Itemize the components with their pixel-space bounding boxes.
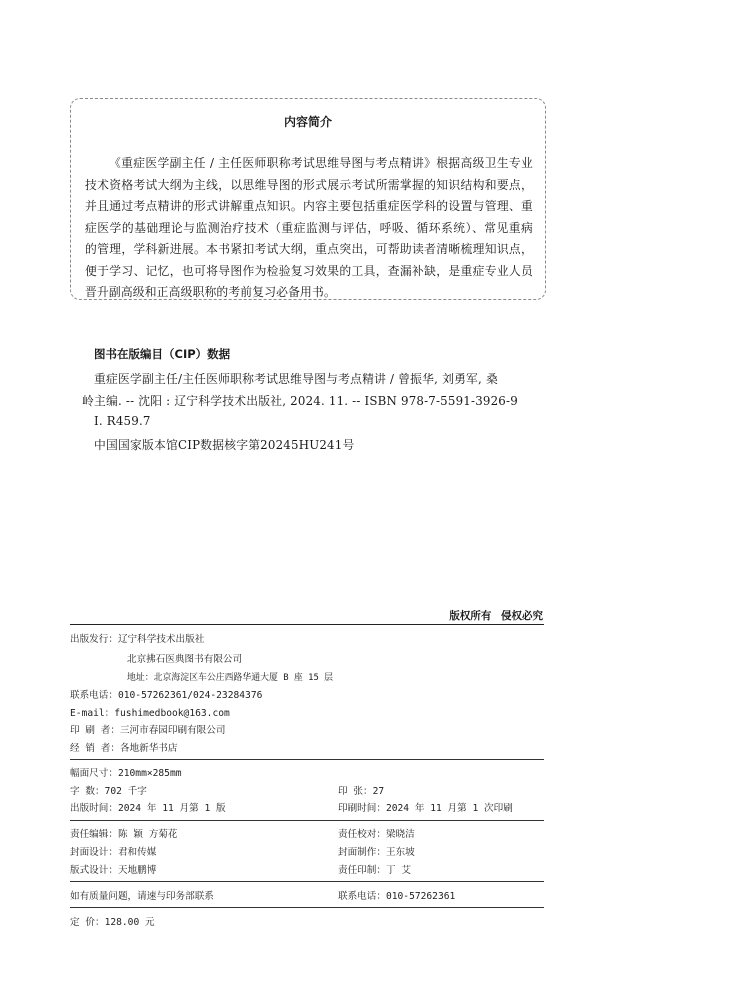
pub-date-row [70, 800, 226, 814]
print-manager-label: 责任印制： [338, 865, 386, 876]
printer-value: 三河市春园印刷有限公司 [119, 725, 226, 736]
print-date-value: 2024 年 11 月第 1 次印刷 [385, 803, 513, 814]
cover-production-label: 封面制作： [338, 847, 386, 858]
size-label: 幅面尺寸： [70, 768, 118, 779]
cover-production-value: 王东坡 [385, 847, 415, 858]
sheets-label: 印 张： [338, 786, 373, 797]
layout-design-label: 版式设计： [70, 865, 118, 876]
print-date-label: 印刷时间： [338, 803, 386, 814]
size-row [70, 765, 182, 779]
sheets-row [338, 783, 384, 797]
words-value: 702 千字 [104, 786, 147, 797]
pub-date-value: 2024 年 11 月第 1 版 [117, 803, 226, 814]
rights-notice: 版权所有 侵权必究 [449, 610, 543, 622]
pub-date-label: 出版时间： [70, 803, 118, 814]
intro-title: 内容简介 [283, 115, 332, 129]
printer-row [70, 722, 225, 736]
colophon-rule-4 [70, 881, 544, 882]
cip-line-4: 中国国家版本馆CIP数据核字第20245HU241号 [94, 438, 355, 452]
colophon-rule-2 [70, 759, 544, 760]
quality-phone-value: 010-57262361 [385, 891, 456, 902]
publisher-row [70, 631, 204, 645]
proofreader-row [338, 826, 415, 840]
price-value: 128.00 元 [104, 917, 155, 928]
email-value: fushimedbook@163.com [114, 708, 230, 719]
quality-phone-row [338, 888, 455, 902]
cover-production-row [338, 844, 415, 858]
print-date-row [338, 800, 513, 814]
size-value: 210mm×285mm [117, 768, 182, 779]
cip-title: 图书在版编目（CIP）数据 [94, 347, 231, 361]
cip-line-3: Ⅰ. R459.7 [94, 414, 151, 428]
layout-design-row [70, 862, 156, 876]
intro-body: 《重症医学副主任 / 主任医师职称考试思维导图与考点精讲》根据高级卫生专业技术资格考试大纲为主线，以思维导图的形式展示考试所需掌握的知识结构和要点，并且通过考点精讲的形式讲解重点知识。内容主要包括重症医学科的设置与管理、重症医学的基础理论与监测治疗技术（重症监测与评估，呼吸、循环系统）、常见重病的管理，学科新进展。本书紧扣考试大纲，重点突出，可帮助读者清晰梳理知识点，便于学习、记忆，也可将导图作为检验复习效果的工具，查漏补缺，是重症专业人员晋升副高级和正高级职称的考前复习必备用书。 [85, 156, 533, 299]
email-label: E-mail： [70, 708, 115, 719]
phone-value: 010-57262361/024-23284376 [117, 690, 263, 701]
quality-phone-label: 联系电话： [338, 891, 386, 902]
quality-note: 如有质量问题，请速与印务部联系 [70, 891, 214, 902]
layout-design-value: 天地鹏博 [117, 865, 157, 876]
phone-row [70, 687, 262, 701]
proofreader-label: 责任校对： [338, 829, 386, 840]
content-intro-box [70, 98, 546, 300]
price-label: 定 价： [70, 917, 105, 928]
proofreader-value: 梁晓洁 [385, 829, 415, 840]
printer-label: 印 刷 者： [70, 725, 120, 736]
publisher-address: 地址：北京海淀区车公庄西路华通大厦 B 座 15 层 [127, 673, 334, 683]
words-label: 字 数： [70, 786, 105, 797]
editor-label: 责任编辑： [70, 829, 118, 840]
editor-value: 陈 颖 方菊花 [117, 829, 178, 840]
cover-design-row [70, 844, 156, 858]
sheets-value: 27 [372, 786, 385, 797]
distributor-label: 经 销 者： [70, 743, 120, 754]
co-publisher: 北京拂石医典图书有限公司 [127, 654, 243, 665]
colophon-rule-3 [70, 820, 544, 821]
editor-row [70, 826, 178, 840]
price-row [70, 914, 155, 928]
cover-design-label: 封面设计： [70, 847, 118, 858]
colophon-top-rule [70, 624, 544, 625]
email-row [70, 705, 230, 719]
cover-design-value: 君和传媒 [117, 847, 157, 858]
publisher-label: 出版发行： [70, 634, 118, 645]
distributor-value: 各地新华书店 [119, 743, 178, 754]
cip-line-2: 岭主编. -- 沈阳 : 辽宁科学技术出版社, 2024. 11. -- ISBN 978-7-5591-3926-9 [82, 394, 518, 408]
words-row [70, 783, 147, 797]
print-manager-row [338, 862, 411, 876]
print-manager-value: 丁 艾 [385, 865, 411, 876]
distributor-row [70, 740, 178, 754]
cip-line-1: 重症医学副主任/主任医师职称考试思维导图与考点精讲 / 曾振华, 刘勇军, 桑 [94, 372, 498, 386]
colophon-rule-5 [70, 907, 544, 908]
publisher-value: 辽宁科学技术出版社 [117, 634, 205, 645]
phone-label: 联系电话： [70, 690, 118, 701]
